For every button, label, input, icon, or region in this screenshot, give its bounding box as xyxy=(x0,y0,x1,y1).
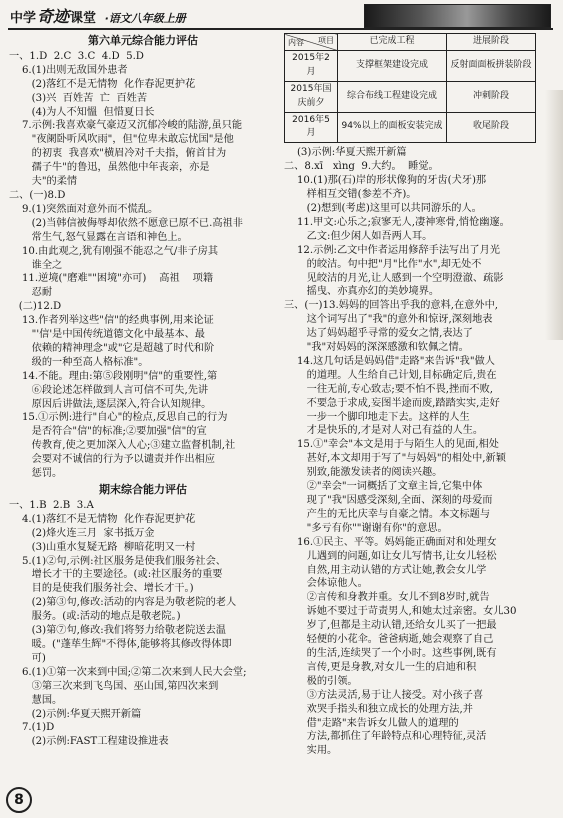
answer-line: 的生活,连续哭了一个小时。这些事例,既有 xyxy=(284,647,497,659)
answer-line: 慧国。 xyxy=(9,694,63,706)
answer-line: 10.由此观之,犹有刚强不能忍之气/非子房其 xyxy=(9,245,219,257)
table-cell: 94%以上的面板安装完成 xyxy=(338,112,447,143)
answer-line: 乙文:但少闲人如吾两人耳。 xyxy=(284,230,433,242)
answer-line: 10.(1)那(石)岸的形状像狗的牙齿(犬牙)那 xyxy=(284,175,487,187)
answer-line: (3)第⑦句,修改:我们将努力给敬老院送去温 xyxy=(9,625,226,637)
answer-line: 13.作者列举这些"信"的经典事例,用来论证 xyxy=(9,315,214,327)
answer-line: 一、1.D 2.C 3.C 4.D 5.D xyxy=(9,50,144,62)
fast-progress-table xyxy=(284,33,536,143)
header-divider xyxy=(8,28,553,30)
answer-line: 一、1.B 2.B 3.A xyxy=(9,499,94,511)
answer-line: 16.①民主、平等。妈妈能正确面对和处理女 xyxy=(284,536,497,548)
answer-line: 6.(1)①第一次来到中国;②第二次来到人民大会堂; xyxy=(9,666,247,678)
page-number: 8 xyxy=(6,787,32,813)
table-cell: 冲刺阶段 xyxy=(447,81,536,112)
answer-line: 目的是使我们服务社会、增长才干。) xyxy=(9,583,194,595)
answer-line: 4.(1)落红不是无情物 化作春泥更护花 xyxy=(9,513,196,525)
brand-text-c: 课堂 xyxy=(70,11,97,26)
answer-line: 惩罚。 xyxy=(9,468,63,480)
answer-line: "'信'是中国传统道德文化中最基本、最 xyxy=(9,329,205,341)
answer-line: 谁全之 xyxy=(9,259,63,271)
answer-line: (3)山重水复疑无路 柳暗花明又一村 xyxy=(9,541,196,553)
answer-line: 自然,用主动认错的方式让她,教会女儿学 xyxy=(284,564,487,576)
table-header-row xyxy=(285,34,536,51)
answer-line: 二、(一)8.D xyxy=(9,189,66,201)
unit6-answers xyxy=(9,50,277,481)
table-row xyxy=(285,112,536,143)
brand-text-a: 中学 xyxy=(10,11,37,26)
answer-line: 的道理。人生给自己计划,目标确定后,贵在 xyxy=(284,369,497,381)
answer-line: 15.①"幸会"本文是用于与陌生人的见面,相处 xyxy=(284,439,499,451)
answer-line: 产生的无比庆幸与自豪之情。本文标题与 xyxy=(284,508,491,520)
answer-line: 样相互交错(参差不齐)。 xyxy=(284,189,417,201)
answer-line: 现了"我"因感受深刻,全面、深刻的母爱而 xyxy=(284,495,493,506)
table-row xyxy=(285,50,536,81)
answer-line: ②言传和身教并重。女儿不到8岁时,就告 xyxy=(284,592,490,604)
answer-line: (二)12.D xyxy=(9,301,62,313)
answer-line: 不要急于求成,妄图半途而废,踏踏实实,走好 xyxy=(284,397,500,409)
brand-logo-text: 奇迹 xyxy=(37,7,70,26)
answer-line: 一步一个脚印地走下去。这样的人生 xyxy=(284,411,470,423)
page-edge-shadow xyxy=(545,90,563,340)
answer-line: 7.(1)D xyxy=(9,722,55,734)
answer-line: 诉她不要过于苛责男人,和她太过亲密。女儿30 xyxy=(284,606,517,618)
answer-line: 达了妈妈超乎寻常的爱女之情,表达了 xyxy=(284,328,473,340)
left-column xyxy=(9,33,277,749)
table-cell: 2015年2月 xyxy=(285,50,338,81)
table-cell: 反射面面板拼装阶段 xyxy=(447,50,536,81)
right-answers xyxy=(284,146,539,758)
final-answers xyxy=(9,499,277,749)
answer-line: 会要对不诚信的行为予以谴责并作出相应 xyxy=(9,454,216,466)
answer-line: 服务。(或:活动的地点是敬老院。) xyxy=(9,611,181,623)
answer-line: 言传,更是身教,对女儿一生的启迪和积 xyxy=(284,661,477,673)
table-cell: 收尾阶段 xyxy=(447,112,536,143)
answer-line: 5.(1)②句,示例:社区服务是使我们服务社会、 xyxy=(9,555,226,567)
table-header: 已完成工程 xyxy=(338,34,447,51)
answer-line: 依赖的精神理念"或"它是超越了时代和阶 xyxy=(9,342,215,354)
answer-line: (2)当韩信被侮辱却依然不愿意已原不已.高祖非 xyxy=(9,217,243,229)
answer-line: 的皎洁。句中把"月"比作"水",却无处不 xyxy=(284,258,482,270)
table-header: 进展阶段 xyxy=(447,34,536,51)
answer-line: 14.不能。理由:第⑤段刚明"信"的重要性,第 xyxy=(9,370,218,382)
answer-line: 别致,能激发读者的阅读兴趣。 xyxy=(284,467,443,479)
answer-line: (2)示例:FAST工程建设推进表 xyxy=(9,736,169,748)
answer-line: ⑥段论述怎样做到人言可信不可失,先讲 xyxy=(9,384,209,396)
answer-line: 岁了,但都是主动认错,还给女儿买了一把最 xyxy=(284,620,497,632)
answer-line: 才是快乐的,才是对人对己有益的人生。 xyxy=(284,425,484,437)
answer-line: ②"幸会"一词概括了文章主旨,它集中体 xyxy=(284,481,483,493)
answer-line: 摇曳、亦真亦幻的美妙境界。 xyxy=(284,286,440,298)
answer-line: 轻便的小花伞。爸爸病逝,她会观察了自己 xyxy=(284,634,494,646)
answer-line: 见皎洁的月光,让人感到一个空明澄澈、疏影 xyxy=(284,272,504,284)
answer-line: 9.(1)突然面对意外而不慌乱。 xyxy=(9,203,159,215)
answer-line: 7.示例:我喜欢豪气豪迈又沉郁冷峻的陆游,虽只能 xyxy=(9,120,243,132)
answer-line: 传教育,使之更加深入人心;③建立监督机制,社 xyxy=(9,440,236,452)
table-cell: 综合布线工程建设完成 xyxy=(338,81,447,112)
table-cell: 2015年国庆前夕 xyxy=(285,81,338,112)
answer-line: 实用。 xyxy=(284,745,338,757)
answer-line: 一往无前,专心致志;要不怕不畏,挫而不败, xyxy=(284,383,494,395)
section-title-unit6: 第六单元综合能力评估 xyxy=(88,34,198,47)
answer-line: 暖。("蓬荜生辉"不得体,能够将其修改得体即 xyxy=(9,638,232,650)
answer-line: 12.示例:乙文中作者运用修辞手法写出了月光 xyxy=(284,244,500,256)
answer-line: 甚好,本文却用于写了"与妈妈"的相处中,新颖 xyxy=(284,453,506,465)
answer-line: 三、(一)13.妈妈的回答出乎我的意料,在意外中, xyxy=(284,300,499,312)
series-brand xyxy=(10,4,186,27)
table-cell: 支撑框架建设完成 xyxy=(338,50,447,81)
answer-line: 增长才干的主要途径。(或:社区服务的重要 xyxy=(9,569,223,581)
answer-line: 是否符合"信"的标准;②要加强"信"的宣 xyxy=(9,426,207,438)
answer-line: ③方法灵活,易于让人接受。对小孩子喜 xyxy=(284,689,484,701)
header-banner-image xyxy=(364,4,551,28)
answer-line: 会体谅他人。 xyxy=(284,578,368,590)
answer-line: 级的一种至高人格标准"。 xyxy=(9,356,149,368)
answer-line: 二、8.xī xìng 9.大约。 睡觉。 xyxy=(284,161,439,173)
answer-line: 原因后讲做法,逐层深入,符合认知规律。 xyxy=(9,398,212,410)
section-title-final: 期末综合能力评估 xyxy=(99,483,187,496)
answer-line: 儿遇到的问题,如让女儿写情书,让女儿轻松 xyxy=(284,550,497,562)
answer-line: 6.(1)出则无敌国外患者 xyxy=(9,64,128,76)
answer-line: "夜阑卧听风吹雨"，但"位卑未敢忘忧国"是他 xyxy=(9,134,234,146)
answer-line: 可) xyxy=(9,652,46,664)
table-cell: 2016年5月 xyxy=(285,112,338,143)
answer-line: 常生气,怒气显露在言语和神色上。 xyxy=(9,231,188,243)
answer-line: 忍耐 xyxy=(9,287,53,299)
answer-line: (2)落红不是无情物 化作春泥更护花 xyxy=(9,78,196,90)
page-header xyxy=(0,0,563,28)
answer-line: 孺子牛"的鲁迅，虽然他中年丧亲，亦是 xyxy=(9,162,210,174)
answer-line: 这个词写出了"我"的意外和惊讶,深刻地表 xyxy=(284,314,493,326)
answer-line: 11.甲文:心乐之;寂寥无人,凄神寒骨,悄怆幽邃。 xyxy=(284,216,510,228)
answer-line: 欢哭手指头和独立成长的处理方法,并 xyxy=(284,703,473,715)
answer-line: 极的引领。 xyxy=(284,675,358,687)
answer-line: "我"对妈妈的深深感激和钦佩之情。 xyxy=(284,342,469,354)
answer-line: 借"走路"来告诉女儿做人的道理的 xyxy=(284,717,459,729)
answer-line: (3)兴 百姓苦 亡 百姓苦 xyxy=(9,92,148,104)
book-subtitle: ·语文八年级上册 xyxy=(104,12,186,25)
answer-line: 15.①示例:进行"自心"的检点,反思自己的行为 xyxy=(9,412,228,424)
diagonal-header-cell: 项目 内容 xyxy=(285,34,338,51)
answer-line: 夫"的柔情 xyxy=(9,176,78,188)
right-column xyxy=(284,33,539,758)
answer-line: "多亏有你""谢谢有你"的意思。 xyxy=(284,522,448,534)
answer-line: (2)第③句,修改:活动的内容是为敬老院的老人 xyxy=(9,597,237,609)
answer-line: 的初衷 我喜欢"横眉冷对千夫指，俯首甘为 xyxy=(9,148,227,160)
answer-line: 14.这几句话是妈妈借"走路"来告诉"我"做人 xyxy=(284,355,495,367)
answer-line: 方法,都抓住了年龄特点和心理特征,灵活 xyxy=(284,731,487,743)
answer-line: (2)示例:华夏天熙开新篇 xyxy=(9,708,142,720)
answer-line: ③第三次来到飞鸟国、巫山国,第四次来到 xyxy=(9,680,219,692)
answer-line: (3)示例:华夏天熙开新篇 xyxy=(284,147,407,159)
answer-line: (2)烽火连三月 家书抵万金 xyxy=(9,527,155,539)
table-row xyxy=(285,81,536,112)
answer-line: (4)为人不知慍 但惜夏日长 xyxy=(9,106,155,118)
answer-line: 11.逆境("磨难""困境"亦可) 高祖 项籍 xyxy=(9,273,214,285)
answer-line: (2)想到(考虑)这里可以共同游乐的人。 xyxy=(284,202,482,214)
